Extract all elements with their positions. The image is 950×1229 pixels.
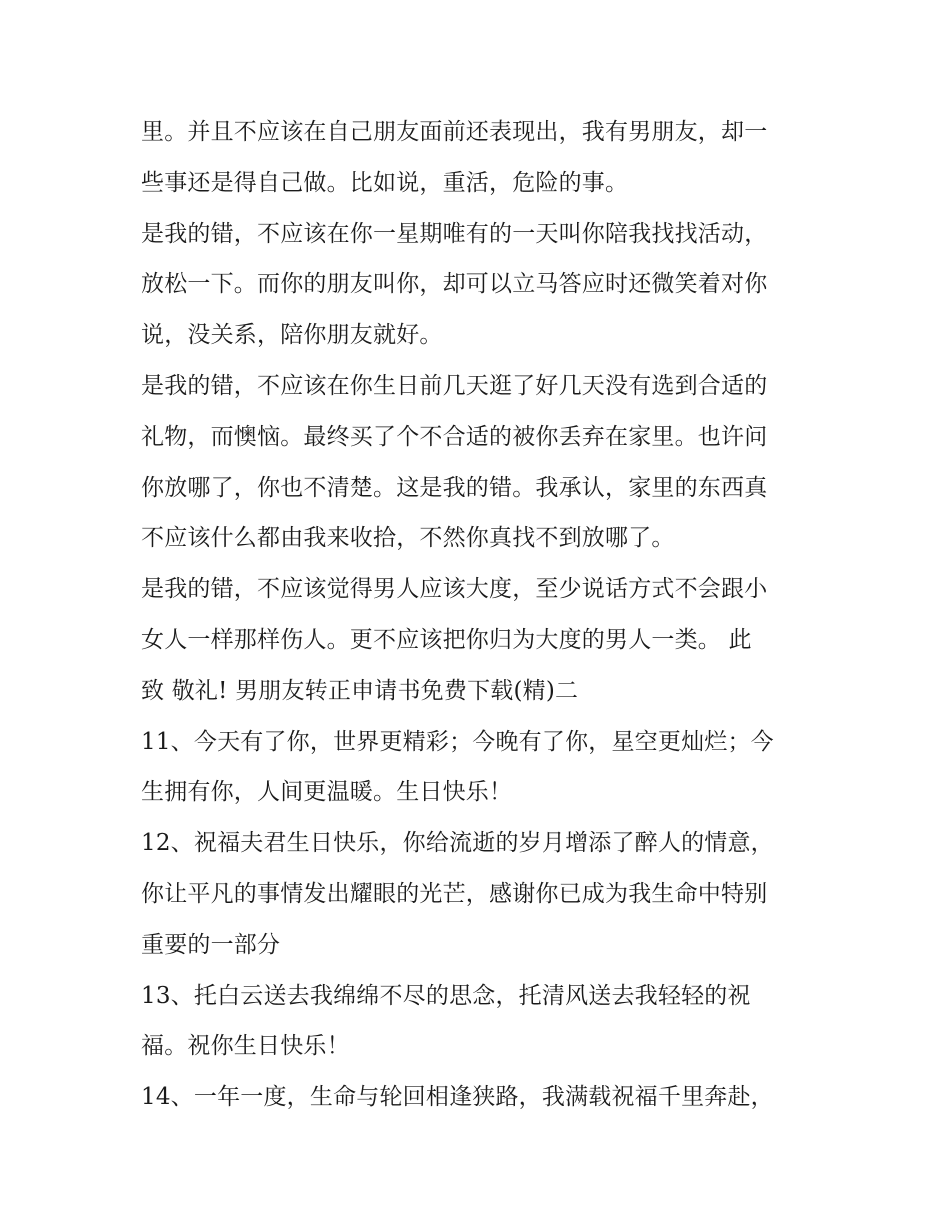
text-line: 放松一下。而你的朋友叫你，却可以立马答应时还微笑着对你 — [141, 271, 768, 298]
text-line: 13、托白云送去我绵绵不尽的思念，托清风送去我轻轻的祝 — [141, 982, 751, 1009]
text-line: 是我的错，不应该在你一星期唯有的一天叫你陪我找找活动， — [141, 220, 768, 247]
text-line: 11、今天有了你，世界更精彩；今晚有了你，星空更灿烂；今 — [141, 728, 774, 755]
text-line: 里。并且不应该在自己朋友面前还表现出，我有男朋友，却一 — [141, 119, 768, 145]
document-body — [141, 107, 821, 1123]
text-line: 生拥有你，人间更温暖。生日快乐！ — [141, 779, 513, 806]
text-line: 是我的错，不应该觉得男人应该大度，至少说话方式不会跟小 — [141, 576, 768, 603]
text-line: 14、一年一度，生命与轮回相逢狭路，我满载祝福千里奔赴， — [141, 1084, 774, 1111]
text-line: 你让平凡的事情发出耀眼的光芒，感谢你已成为我生命中特别 — [141, 880, 768, 907]
text-line: 女人一样那样伤人。更不应该把你归为大度的男人一类。 此 — [141, 626, 752, 653]
text-line: 些事还是得自己做。比如说，重活，危险的事。 — [141, 169, 629, 196]
text-line: 致 敬礼! 男朋友转正申请书免费下载(精)二 — [141, 677, 579, 704]
text-line: 礼物，而懊恼。最终买了个不合适的被你丢弃在家里。也许问 — [141, 423, 768, 450]
text-line: 不应该什么都由我来收拾，不然你真找不到放哪了。 — [141, 525, 675, 552]
text-line: 说，没关系，陪你朋友就好。 — [141, 322, 443, 349]
text-line: 重要的一部分 — [141, 931, 281, 958]
text-line: 你放哪了，你也不清楚。这是我的错。我承认，家里的东西真 — [141, 474, 768, 501]
text-line: 是我的错，不应该在你生日前几天逛了好几天没有选到合适的 — [141, 372, 768, 399]
text-line: 福。祝你生日快乐！ — [141, 1033, 350, 1060]
text-line: 12、祝福夫君生日快乐，你给流逝的岁月增添了醉人的情意， — [141, 830, 774, 857]
